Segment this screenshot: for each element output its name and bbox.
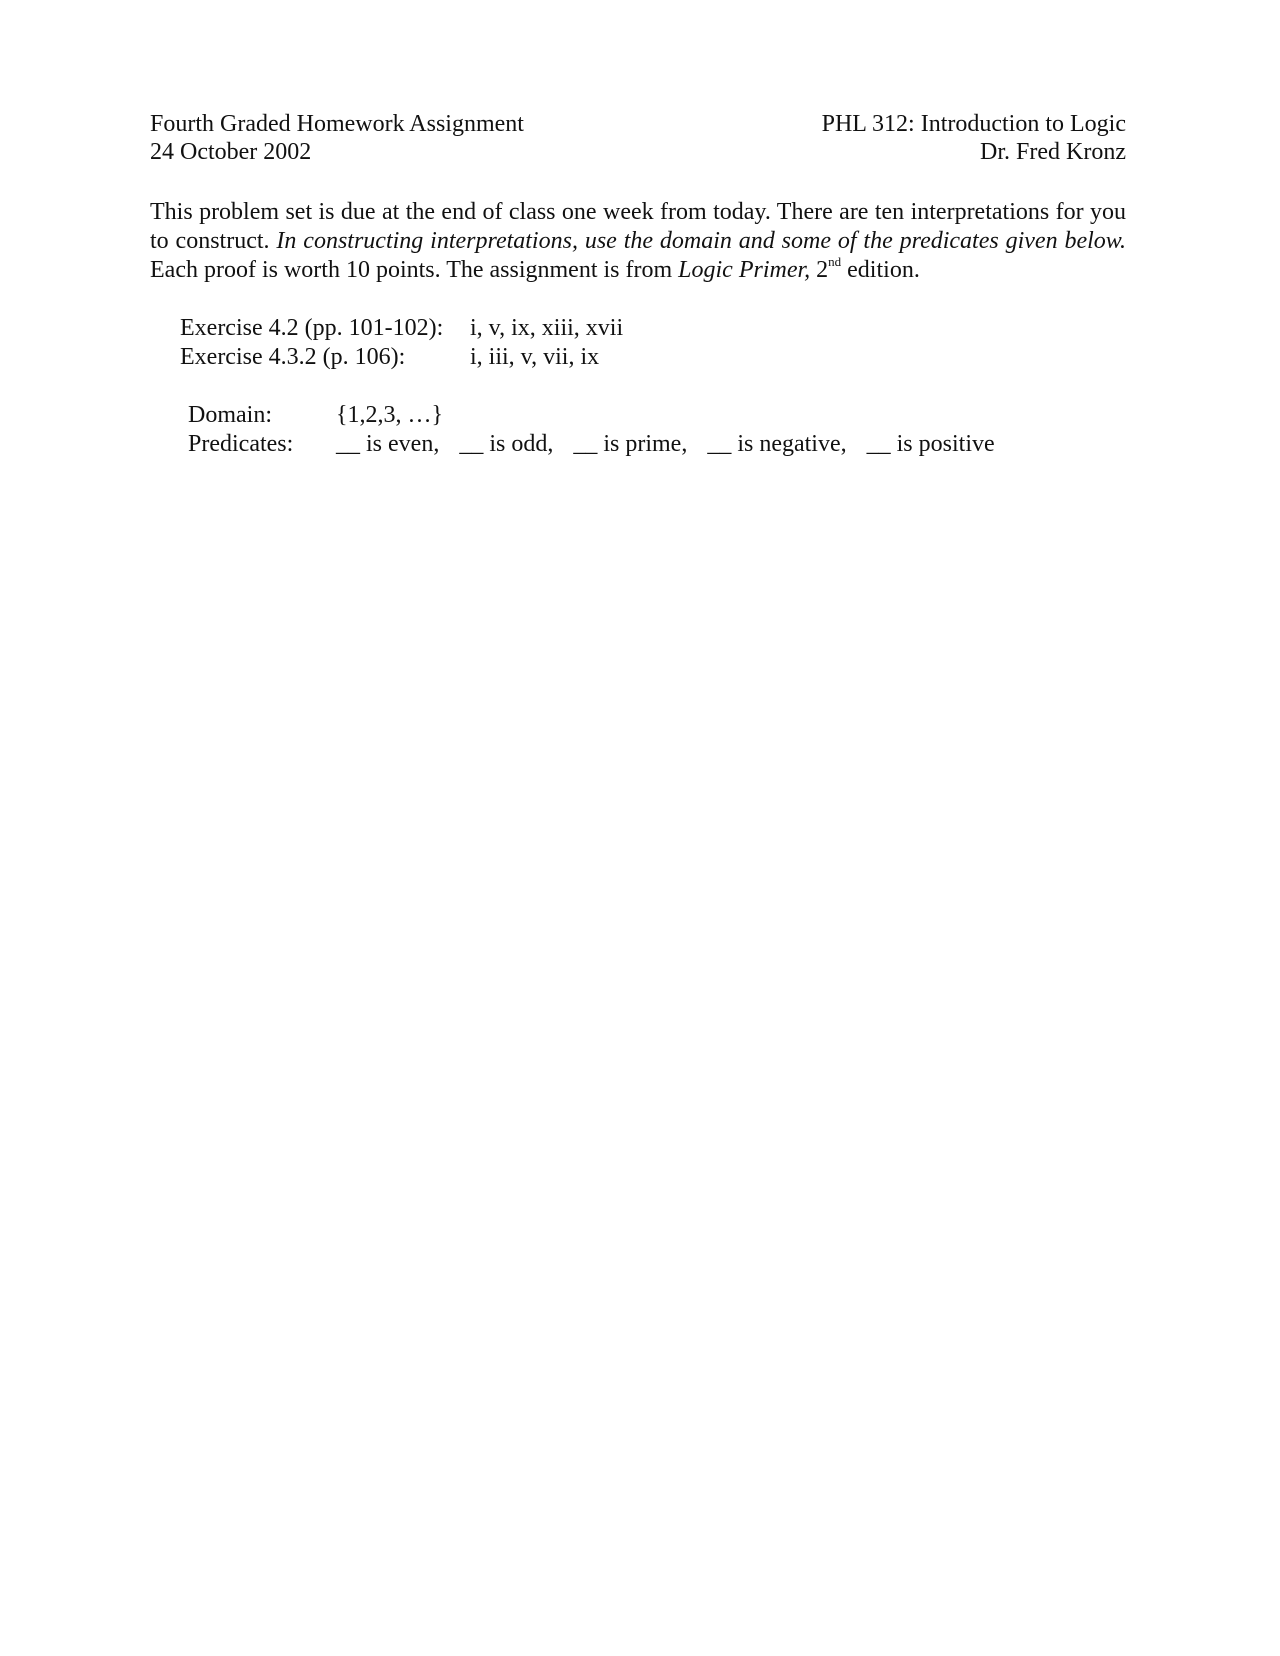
- predicate-positive: __ is positive: [866, 431, 995, 457]
- domain-label: Domain:: [188, 402, 272, 428]
- edition-suffix: nd: [828, 254, 842, 269]
- exercise-list: [180, 314, 623, 372]
- book-title: Logic Primer,: [678, 257, 811, 283]
- header: [150, 110, 1126, 166]
- predicate-even: __ is even,: [336, 431, 440, 457]
- exercise-row: [180, 314, 623, 343]
- header-right: [822, 110, 1126, 166]
- edition-word: edition.: [847, 257, 920, 283]
- predicates-row: [188, 430, 1009, 459]
- course-title: PHL 312: Introduction to Logic: [821, 111, 1126, 137]
- instructor-name: Dr. Fred Kronz: [980, 139, 1126, 165]
- exercise-label: Exercise 4.2 (pp. 101-102):: [180, 315, 444, 341]
- predicate-negative: __ is negative,: [707, 431, 847, 457]
- edition-number: 2: [816, 257, 829, 283]
- domain-row: [188, 401, 1009, 430]
- intro-text-2: Each proof is worth 10 points. The assignment is from: [150, 257, 673, 283]
- intro-text-1: This problem set is due at the end of class one week from today. There are ten interpretations for you to construct.: [150, 199, 1126, 254]
- header-left: [150, 110, 524, 166]
- definitions: [188, 401, 1009, 459]
- exercise-items: i, v, ix, xiii, xvii: [470, 315, 624, 341]
- exercise-items: i, iii, v, vii, ix: [470, 344, 600, 370]
- assignment-date: 24 October 2002: [150, 139, 312, 165]
- predicate-list: [336, 430, 1009, 459]
- exercise-row: [180, 343, 623, 372]
- predicates-label: Predicates:: [188, 431, 294, 457]
- domain-value: {1,2,3, …}: [336, 402, 444, 428]
- exercise-label: Exercise 4.3.2 (p. 106):: [180, 344, 406, 370]
- intro-paragraph: [150, 198, 1126, 285]
- intro-italic: In constructing interpretations, use the domain and some of the predicates given below.: [276, 228, 1127, 254]
- predicate-odd: __ is odd,: [459, 431, 554, 457]
- assignment-title: Fourth Graded Homework Assignment: [150, 111, 524, 137]
- predicate-prime: __ is prime,: [573, 431, 688, 457]
